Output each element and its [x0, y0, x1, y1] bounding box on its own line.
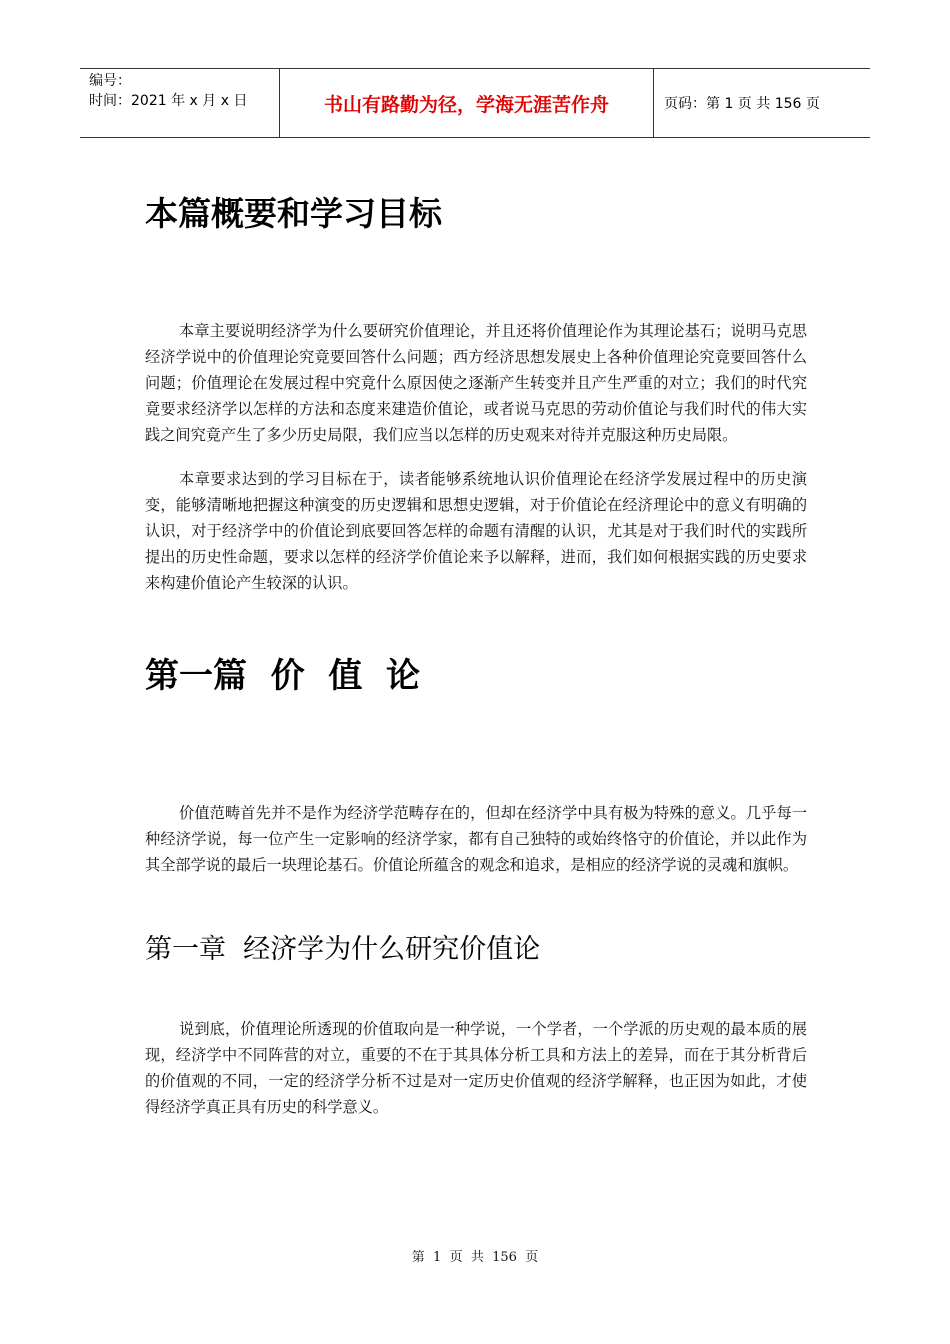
- chapter-title: 第一章 经济学为什么研究价值论: [145, 934, 541, 965]
- header-page-info: 页码：第 1 页 共 156 页: [664, 96, 820, 112]
- part-title: 第一篇 价 值 论: [145, 656, 421, 696]
- header-motto: 书山有路勤为径，学海无涯苦作舟: [280, 69, 654, 137]
- chapter-paragraph-1: 说到底，价值理论所透现的价值取向是一种学说，一个学者，一个学派的历史观的最本质的展现，经济学中不同阵营的对立，重要的不在于其具体分析工具和方法上的差异，而在于其分析背后的价值观的不同，一定的经济学分析不过是对一定历史价值观的经济学解释，也正因为如此，才使得经济学真正具有历史的科学意义。: [145, 1020, 807, 1116]
- header-meta: [80, 69, 280, 137]
- number-label: 编号：: [89, 73, 131, 89]
- overview-title: 本篇概要和学习目标: [145, 194, 442, 233]
- overview-paragraph-2: 本章要求达到的学习目标在于，读者能够系统地认识价值理论在经济学发展过程中的历史演变，能够清晰地把握这种演变的历史逻辑和思想史逻辑，对于价值论在经济理论中的意义有明确的认识，对于经济学中的价值论到底要回答怎样的命题有清醒的认识，尤其是对于我们时代的实践所提出的历史性命题，要求以怎样的经济学价值论来予以解释，进而，我们如何根据实践的历史要求来构建价值论产生较深的认识。: [145, 470, 807, 592]
- overview-paragraph-1: 本章主要说明经济学为什么要研究价值理论，并且还将价值理论作为其理论基石；说明马克思经济学说中的价值理论究竟要回答什么问题；西方经济思想发展史上各种价值理论究竟要回答什么问题；价值理论在发展过程中究竟什么原因使之逐渐产生转变并且产生严重的对立；我们的时代究竟要求经济学以怎样的方法和态度来建造价值论，或者说马克思的劳动价值论与我们时代的伟大实践之间究竟产生了多少历史局限，我们应当以怎样的历史观来对待并克服这种历史局限。: [145, 322, 807, 444]
- date-label: 时间：2021 年 x 月 x 日: [89, 93, 248, 109]
- page-footer: 第 1 页 共 156 页: [411, 1250, 539, 1265]
- page-header: [80, 68, 870, 138]
- part-paragraph-1: 价值范畴首先并不是作为经济学范畴存在的，但却在经济学中具有极为特殊的意义。几乎每一种经济学说，每一位产生一定影响的经济学家，都有自己独特的或始终恪守的价值论，并以此作为其全部学说的最后一块理论基石。价值论所蕴含的观念和追求，是相应的经济学说的灵魂和旗帜。: [145, 804, 807, 874]
